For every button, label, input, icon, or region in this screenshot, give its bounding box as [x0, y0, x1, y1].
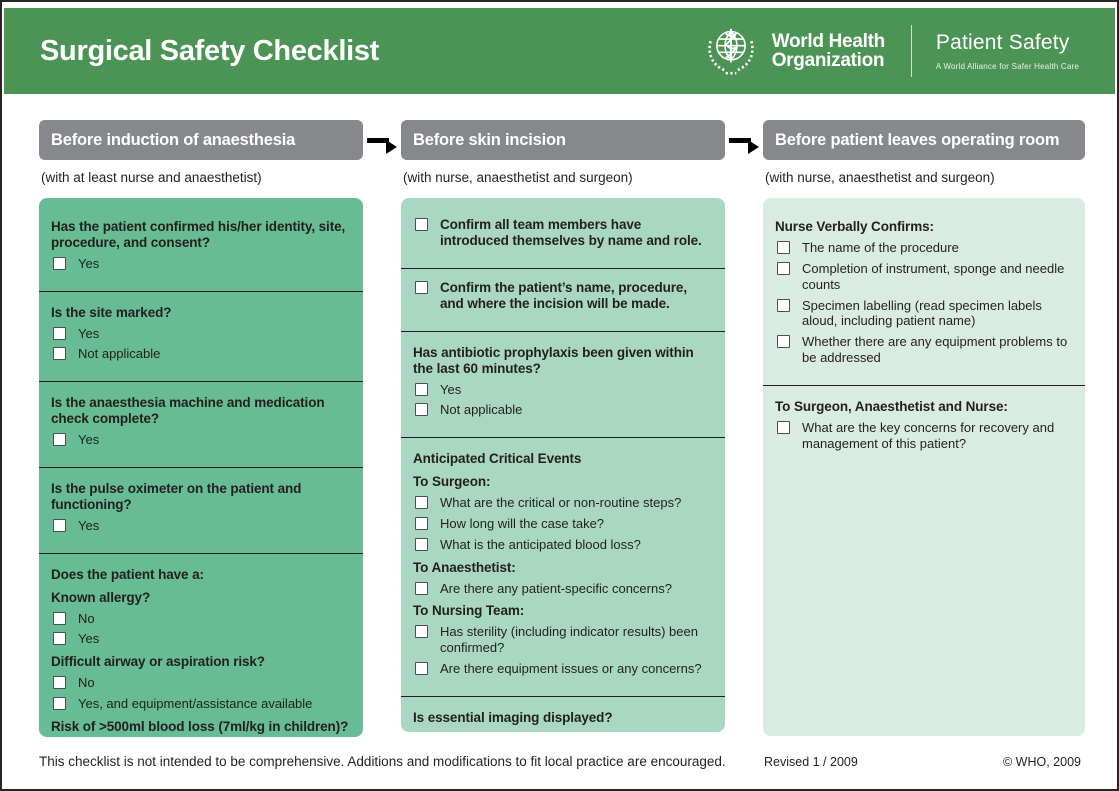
column-subtitle: (with nurse, anaesthetist and surgeon)	[403, 170, 633, 185]
section-question: Is the site marked?	[51, 304, 172, 320]
page-footer	[2, 754, 1117, 778]
checklist-item	[53, 326, 351, 342]
section-question: To Surgeon, Anaesthetist and Nurse:	[775, 398, 1008, 414]
checkbox[interactable]	[415, 582, 428, 595]
checklist-item	[415, 516, 713, 532]
checkbox-label: Yes	[78, 255, 100, 271]
checkbox-label: Has sterility (including indicator results) been confirmed?	[440, 624, 698, 656]
column-header: Before induction of anaesthesia	[39, 120, 363, 160]
section-question: Is essential imaging displayed?	[413, 709, 613, 725]
checklist-section	[51, 554, 351, 737]
checkbox-label: What is the anticipated blood loss?	[440, 536, 641, 552]
column-panel	[39, 198, 363, 737]
checklist-section	[51, 206, 351, 284]
checkbox[interactable]	[53, 327, 66, 340]
checkbox[interactable]	[777, 299, 790, 312]
checklist-item	[415, 624, 713, 656]
checkbox[interactable]	[415, 281, 428, 294]
checkbox-label: Are there equipment issues or any concerns?	[440, 661, 702, 677]
checkbox-label	[440, 731, 461, 732]
checklist-item	[415, 661, 713, 677]
checklist-item	[415, 581, 713, 597]
checklist-section	[413, 332, 713, 431]
checkbox-label: What are the critical or non-routine steps?	[440, 495, 682, 511]
checklist-item	[53, 611, 351, 627]
checkbox-label: The name of the procedure	[802, 239, 959, 255]
checkbox-label: No	[78, 610, 95, 626]
checkbox[interactable]	[415, 383, 428, 396]
section-question: Difficult airway or aspiration risk?	[51, 654, 265, 670]
section-question: Risk of >500ml blood loss (7ml/kg in children)?	[51, 718, 349, 734]
column-0	[39, 120, 363, 737]
checkbox-label: Confirm the patient’s name, procedure, and where the incision will be made.	[440, 279, 687, 311]
checklist-item	[53, 675, 351, 691]
section-question: To Nursing Team:	[413, 603, 525, 619]
column-panel	[763, 198, 1085, 736]
checklist-item	[53, 432, 351, 448]
checkbox-label: Whether there are any equipment problems to be addressed	[802, 334, 1068, 366]
checkbox[interactable]	[53, 612, 66, 625]
checkbox[interactable]	[777, 241, 790, 254]
column-panel	[401, 198, 725, 732]
section-question: Is the pulse oximeter on the patient and functioning?	[51, 481, 302, 512]
column-header: Before skin incision	[401, 120, 725, 160]
checkbox[interactable]	[53, 347, 66, 360]
checklist-item	[415, 402, 713, 418]
checkbox-label: Yes, and equipment/assistance available	[78, 696, 313, 712]
checklist-item	[53, 631, 351, 647]
program-title: Patient Safety	[935, 31, 1070, 54]
column-arrow-gap	[725, 120, 763, 160]
checklist-item	[415, 280, 713, 312]
section-question: To Anaesthetist:	[413, 559, 516, 575]
checkbox[interactable]	[415, 538, 428, 551]
checkbox[interactable]	[53, 697, 66, 710]
checkbox[interactable]	[777, 421, 790, 434]
checklist-item	[777, 420, 1073, 452]
checklist-section	[51, 468, 351, 546]
checklist-item	[415, 731, 713, 732]
checkbox[interactable]	[777, 262, 790, 275]
checklist-item	[53, 256, 351, 272]
arrow-head	[748, 140, 759, 154]
who-org-line2: Organization	[771, 50, 885, 71]
section-question: Known allergy?	[51, 589, 151, 605]
arrow-right-icon	[367, 138, 397, 143]
checklist-item	[777, 334, 1073, 366]
checkbox-label: No	[78, 675, 95, 691]
checklist-item	[415, 217, 713, 249]
checkbox-label: Yes	[440, 381, 462, 397]
checkbox[interactable]	[53, 433, 66, 446]
columns-container	[39, 120, 1085, 737]
checkbox-label: Not applicable	[78, 346, 161, 362]
checkbox[interactable]	[777, 335, 790, 348]
checkbox[interactable]	[415, 625, 428, 638]
checkbox[interactable]	[53, 632, 66, 645]
column-2	[763, 120, 1085, 736]
who-org-line1: World Health	[771, 31, 885, 52]
arrow-right-icon	[729, 138, 759, 143]
checklist-section	[413, 269, 713, 324]
checklist-item	[777, 240, 1073, 256]
checklist-item	[415, 382, 713, 398]
checklist-item	[777, 298, 1073, 330]
checkbox[interactable]	[415, 662, 428, 675]
checklist-section	[775, 386, 1073, 464]
checklist-section	[413, 438, 713, 689]
checkbox[interactable]	[53, 676, 66, 689]
checklist-item	[53, 696, 351, 712]
checkbox-label: Specimen labelling (read specimen labels aloud, including patient name)	[802, 297, 1042, 329]
checkbox[interactable]	[53, 519, 66, 532]
footer-note: This checklist is not intended to be comprehensive. Additions and modifications to fit local practice are encouraged.	[39, 754, 726, 769]
checkbox-label: Yes	[78, 517, 100, 533]
checklist-section	[51, 292, 351, 375]
section-question: To Surgeon:	[413, 474, 491, 490]
who-brand	[700, 20, 1079, 82]
arrow-head	[386, 140, 397, 154]
checklist-item	[415, 537, 713, 553]
checklist-section	[413, 206, 713, 261]
checklist-section	[51, 382, 351, 460]
who-logo-icon	[700, 20, 762, 82]
section-question: Has antibiotic prophylaxis been given within the last 60 minutes?	[413, 344, 694, 376]
section-question: Anticipated Critical Events	[413, 451, 582, 467]
checklist-item	[53, 518, 351, 534]
checklist-item	[415, 495, 713, 511]
checklist-item	[777, 261, 1073, 293]
checkbox-label: Completion of instrument, sponge and needle counts	[802, 260, 1065, 292]
checkbox-label: Yes	[78, 432, 100, 448]
column-subtitle: (with nurse, anaesthetist and surgeon)	[765, 170, 995, 185]
section-question: Does the patient have a:	[51, 566, 204, 582]
page-title: Surgical Safety Checklist	[40, 34, 380, 67]
section-question: Is the anaesthesia machine and medication check complete?	[51, 395, 325, 427]
footer-copyright: © WHO, 2009	[1003, 755, 1081, 769]
column-subtitle: (with at least nurse and anaesthetist)	[41, 170, 262, 185]
checkbox-label: Yes	[78, 631, 100, 647]
section-question: Has the patient confirmed his/her identity, site, procedure, and consent?	[51, 219, 346, 250]
section-question: Nurse Verbally Confirms:	[775, 219, 934, 234]
checkbox-label: Not applicable	[440, 402, 523, 418]
footer-revised: Revised 1 / 2009	[764, 755, 858, 769]
checkbox-label: How long will the case take?	[440, 515, 605, 531]
checkbox-label: Are there any patient-specific concerns?	[440, 580, 672, 596]
checkbox[interactable]	[415, 403, 428, 416]
checklist-item	[53, 346, 351, 362]
checkbox-label: Yes	[78, 325, 100, 341]
column-arrow-gap	[363, 120, 401, 160]
page-banner	[4, 8, 1115, 94]
checkbox-label: Confirm all team members have introduced themselves by name and role.	[440, 217, 702, 248]
checkbox-label: What are the key concerns for recovery and management of this patient?	[802, 419, 1055, 451]
brand-divider	[911, 25, 912, 77]
program-subtitle: A World Alliance for Safer Health Care	[935, 62, 1079, 71]
checklist-section	[775, 206, 1073, 378]
checkbox[interactable]	[53, 257, 66, 270]
checkbox[interactable]	[415, 218, 428, 231]
checklist-section	[413, 697, 713, 732]
column-1	[401, 120, 725, 732]
patient-safety-brand	[936, 31, 1079, 71]
column-header: Before patient leaves operating room	[763, 120, 1085, 160]
checkbox[interactable]	[415, 517, 428, 530]
checkbox[interactable]	[415, 496, 428, 509]
who-org-name	[772, 32, 885, 70]
